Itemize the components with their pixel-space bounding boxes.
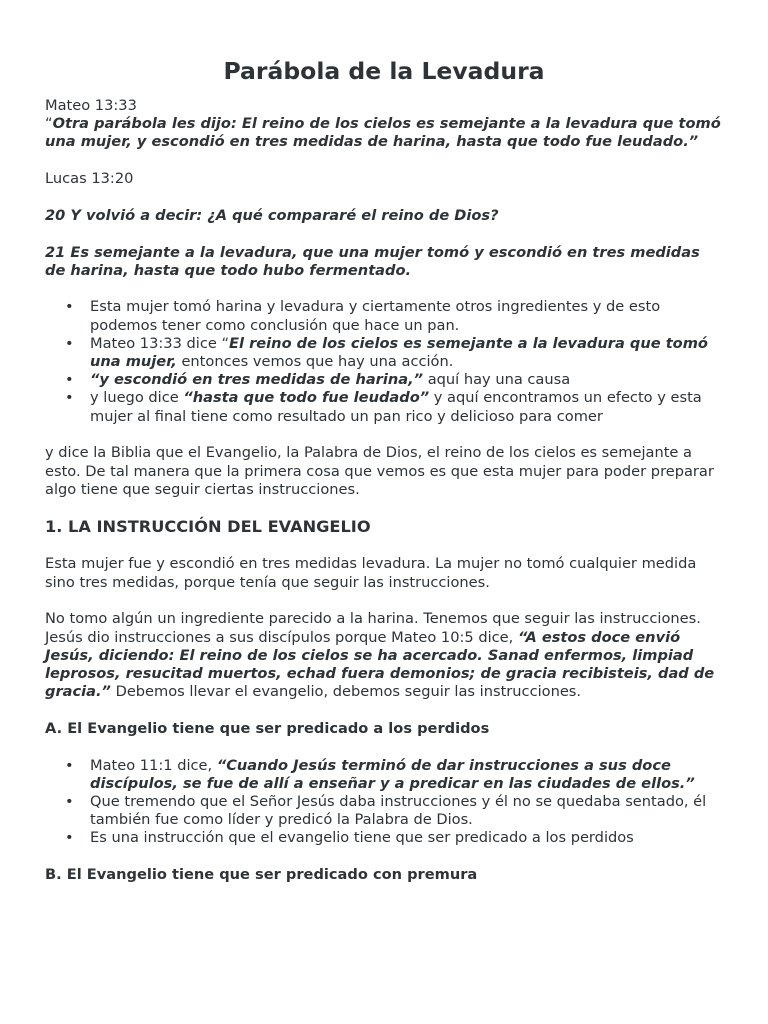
list-item-text: Que tremendo que el Señor Jesús daba instrucciones y él no se quedaba sentado, él también fue como líder y predicó la Palabra de Dios.: [90, 792, 707, 829]
bullet-list-2: [45, 757, 725, 848]
document-body: [45, 97, 725, 903]
list-item-quote: “hasta que todo fue leudado”: [183, 389, 430, 407]
list-item-text: y aquí encontramos un efecto y esta mujer al final tiene como resultado un pan rico y delicioso para comer: [90, 389, 702, 425]
list-item: [90, 371, 725, 389]
list-item-text: Mateo 11:1 dice,: [90, 756, 217, 774]
list-item-text: entonces vemos que hay una acción.: [176, 353, 454, 371]
paragraph-text: Debemos llevar el evangelio, debemos seguir las instrucciones.: [110, 683, 582, 701]
paragraph-biblia: y dice la Biblia que el Evangelio, la Palabra de Dios, el reino de los cielos es semejante a esto. De tal manera que la primera cosa que vemos es que esta mujer para poder preparar algo tiene que seguir ciertas instrucciones.: [45, 444, 714, 498]
lucas-reference: Lucas 13:20: [45, 170, 134, 188]
list-item-text: Esta mujer tomó harina y levadura y ciertamente otros ingredientes y de esto podemos tener como conclusión que hace un pan.: [90, 298, 661, 334]
lucas-verse-21: 21 Es semejante a la levadura, que una mujer tomó y escondió en tres medidas de harina, hasta que todo hubo fermentado.: [45, 243, 700, 279]
list-item: [90, 829, 725, 847]
subheading-a: A. El Evangelio tiene que ser predicado a los perdidos: [45, 719, 490, 737]
list-item-quote: El reino de los cielos es semejante a la levadura que tomó una mujer,: [90, 334, 708, 371]
bullet-list-1: [45, 298, 725, 425]
page-title: Parábola de la Levadura: [223, 57, 545, 85]
paragraph-text: No tomo algún un ingrediente parecido a la harina. Tenemos que seguir las instrucciones. Jesús dio instrucciones a sus discípulos porque Mateo 10:5 dice,: [45, 610, 701, 646]
paragraph-quote: “A estos doce envió Jesús, diciendo: El reino de los cielos se ha acercado. Sanad enfermos, limpiad leprosos, resucitad muertos, echad fuera demonios; de gracia recibisteis, dad de gracia.”: [45, 628, 715, 701]
section-heading-1: 1. LA INSTRUCCIÓN DEL EVANGELIO: [45, 517, 371, 537]
subheading-b: B. El Evangelio tiene que ser predicado con premura: [45, 866, 478, 884]
lucas-verse-20: 20 Y volvió a decir: ¿A qué compararé el reino de Dios?: [45, 206, 499, 224]
list-item: [90, 298, 725, 334]
quote-open-mark: “: [45, 115, 53, 133]
mateo-passage: [45, 97, 725, 152]
mateo-reference: Mateo 13:33: [45, 97, 137, 114]
list-item-quote: “y escondió en tres medidas de harina,”: [90, 371, 424, 389]
list-item: [90, 793, 725, 829]
section1-paragraph-1: Esta mujer fue y escondió en tres medidas levadura. La mujer no tomó cualquier medida sino tres medidas, porque tenía que seguir las instrucciones.: [45, 555, 697, 591]
list-item-text: y luego dice: [90, 389, 184, 407]
list-item-text: aquí hay una causa: [423, 371, 571, 389]
list-item: [90, 389, 725, 425]
list-item-text: Es una instrucción que el evangelio tiene que ser predicado a los perdidos: [90, 829, 634, 847]
section1-paragraph-2: [45, 610, 725, 701]
list-item-quote: “Cuando Jesús terminó de dar instrucciones a sus doce discípulos, se fue de allí a enseñar y a predicar en las ciudades de ellos.”: [90, 756, 695, 792]
list-item: [90, 335, 725, 371]
list-item: [90, 757, 725, 793]
mateo-quote: Otra parábola les dijo: El reino de los cielos es semejante a la levadura que tomó una mujer, y escondió en tres medidas de harina, hasta que todo fue leudado.”: [45, 115, 721, 151]
list-item-text: Mateo 13:33 dice “: [90, 334, 230, 352]
